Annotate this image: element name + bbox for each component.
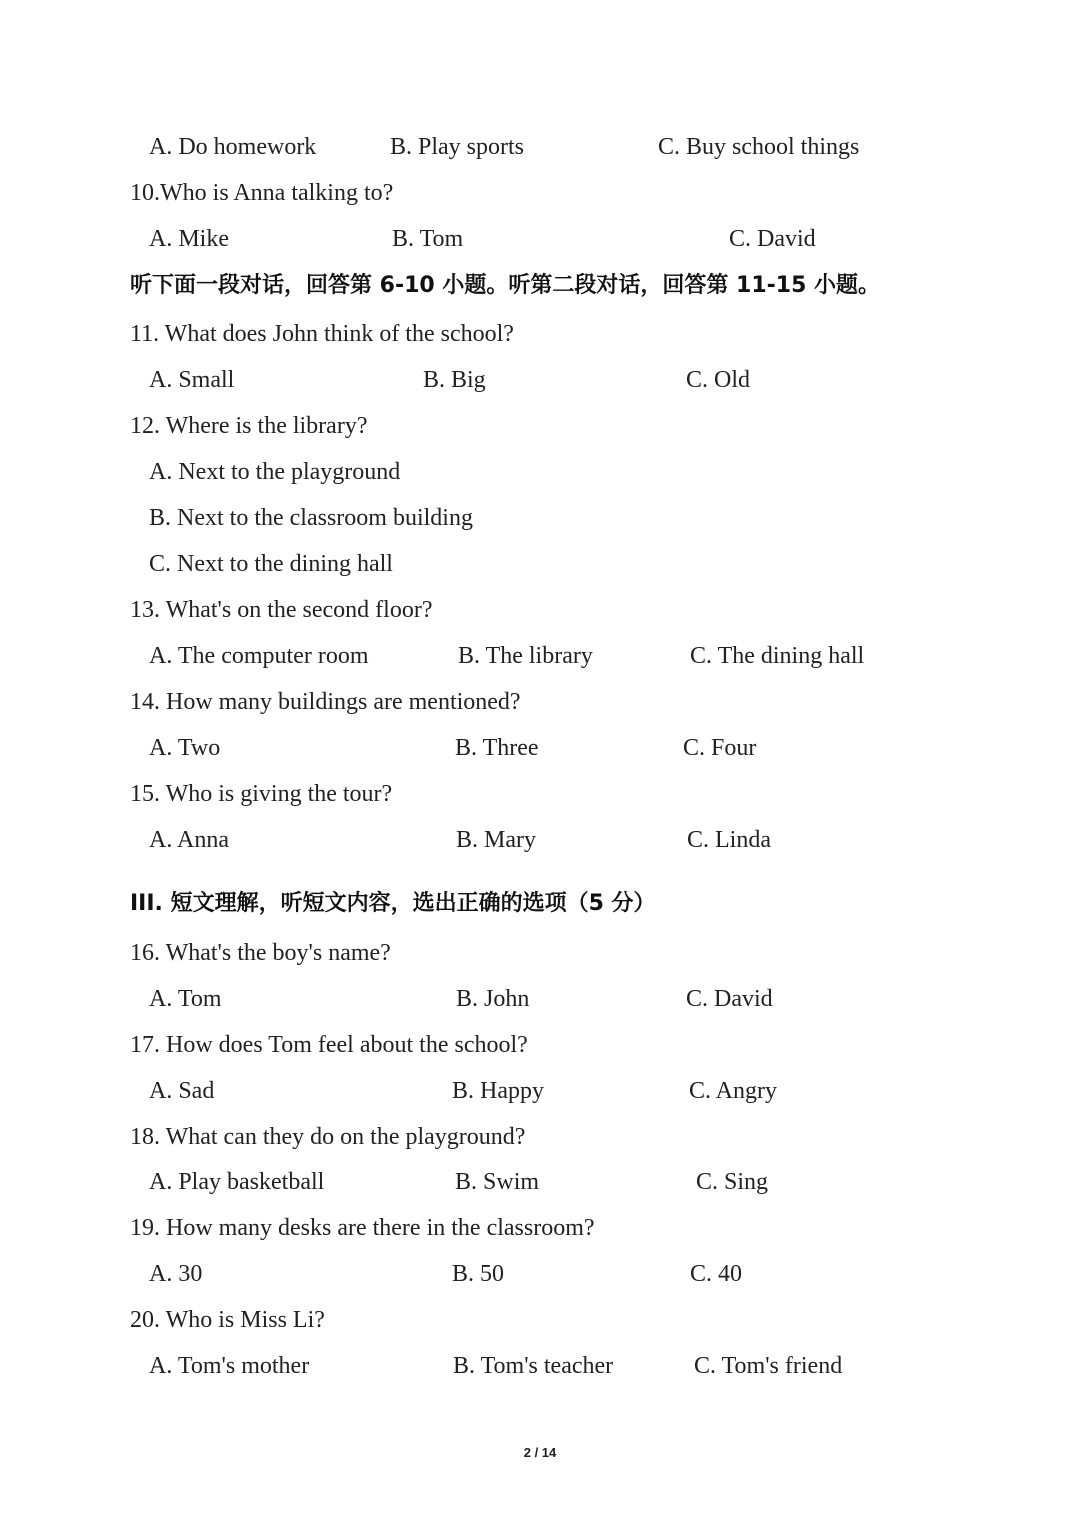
- q15-option-c: C. Linda: [687, 827, 771, 853]
- q10-question: 10.Who is Anna talking to?: [130, 180, 394, 206]
- section-note: 听下面一段对话，回答第 6-10 小题。听第二段对话，回答第 11-15 小题。: [130, 273, 881, 298]
- q12-question: 12. Where is the library?: [130, 413, 368, 439]
- page-number: 2 / 14: [523, 1445, 557, 1460]
- q18-option-b: B. Swim: [455, 1169, 540, 1195]
- q14-option-b: B. Three: [455, 735, 539, 761]
- q10-option-a: A. Mike: [149, 226, 229, 252]
- q19-option-b: B. 50: [452, 1261, 505, 1287]
- q20-option-b: B. Tom's teacher: [453, 1353, 614, 1379]
- q12-option-c: C. Next to the dining hall: [149, 551, 393, 577]
- q13-option-c: C. The dining hall: [690, 643, 865, 669]
- q16-question: 16. What's the boy's name?: [130, 940, 391, 966]
- q20-option-c: C. Tom's friend: [694, 1353, 843, 1379]
- q11-option-a: A. Small: [149, 367, 235, 393]
- q11-question: 11. What does John think of the school?: [130, 321, 514, 347]
- q16-option-a: A. Tom: [149, 986, 222, 1012]
- q9-option-b: B. Play sports: [390, 134, 525, 160]
- q14-option-c: C. Four: [683, 735, 757, 761]
- q15-option-a: A. Anna: [149, 827, 229, 853]
- q18-question: 18. What can they do on the playground?: [130, 1124, 526, 1150]
- q19-option-c: C. 40: [690, 1261, 743, 1287]
- q10-option-c: C. David: [729, 226, 816, 252]
- q13-question: 13. What's on the second floor?: [130, 597, 433, 623]
- q15-question: 15. Who is giving the tour?: [130, 781, 393, 807]
- q18-option-c: C. Sing: [696, 1169, 769, 1195]
- q20-question: 20. Who is Miss Li?: [130, 1307, 325, 1333]
- q12-option-a: A. Next to the playground: [149, 459, 401, 485]
- section-3-heading: III. 短文理解，听短文内容，选出正确的选项（5 分）: [130, 891, 656, 916]
- q19-question: 19. How many desks are there in the classroom?: [130, 1215, 595, 1241]
- q17-option-c: C. Angry: [689, 1078, 778, 1104]
- q14-option-a: A. Two: [149, 735, 221, 761]
- q13-option-b: B. The library: [458, 643, 593, 669]
- q17-option-a: A. Sad: [149, 1078, 215, 1104]
- q9-option-c: C. Buy school things: [658, 134, 860, 160]
- q20-option-a: A. Tom's mother: [149, 1353, 310, 1379]
- q13-option-a: A. The computer room: [149, 643, 369, 669]
- q15-option-b: B. Mary: [456, 827, 536, 853]
- q11-option-b: B. Big: [423, 367, 486, 393]
- q12-option-b: B. Next to the classroom building: [149, 505, 473, 531]
- q14-question: 14. How many buildings are mentioned?: [130, 689, 521, 715]
- q17-question: 17. How does Tom feel about the school?: [130, 1032, 528, 1058]
- q9-option-a: A. Do homework: [149, 134, 317, 160]
- q10-option-b: B. Tom: [392, 226, 464, 252]
- q16-option-b: B. John: [456, 986, 530, 1012]
- q16-option-c: C. David: [686, 986, 773, 1012]
- q18-option-a: A. Play basketball: [149, 1169, 325, 1195]
- q19-option-a: A. 30: [149, 1261, 203, 1287]
- q11-option-c: C. Old: [686, 367, 751, 393]
- q17-option-b: B. Happy: [452, 1078, 544, 1104]
